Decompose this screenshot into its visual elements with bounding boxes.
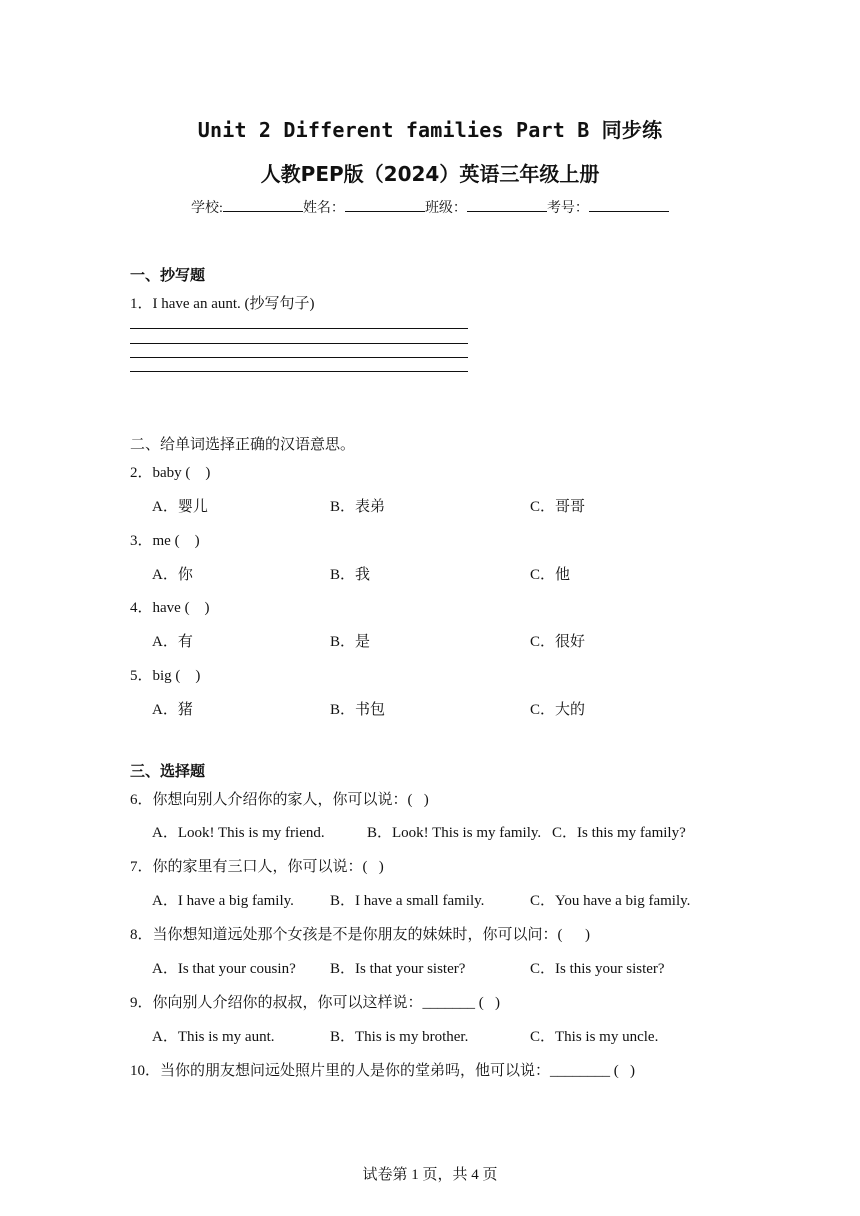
- question-stem: 1．I have an aunt. (抄写句子): [130, 296, 315, 312]
- section-title: 一、抄写题: [130, 266, 206, 284]
- option-c[interactable]: C．哥哥: [530, 499, 586, 515]
- class-label: 班级：: [424, 201, 467, 216]
- name-label: 姓名：: [302, 201, 345, 216]
- option-c[interactable]: C．Is this my family?: [552, 825, 686, 841]
- question-stem: 6．你想向别人介绍你的家人，你可以说：( ): [130, 792, 429, 808]
- option-a[interactable]: A．你: [152, 567, 193, 583]
- page-footer: 试卷第 1 页，共 4 页: [362, 1167, 498, 1183]
- option-a[interactable]: A．婴儿: [152, 499, 208, 515]
- option-b[interactable]: B．I have a small family.: [330, 893, 485, 909]
- class-blank[interactable]: [467, 198, 547, 212]
- writing-line[interactable]: [130, 328, 468, 329]
- option-a[interactable]: A．Look! This is my friend.: [152, 825, 325, 841]
- option-a[interactable]: A．This is my aunt.: [152, 1029, 275, 1045]
- option-c[interactable]: C．Is this your sister?: [530, 961, 665, 977]
- title-line-1: Unit 2 Different families Part B 同步练: [197, 118, 663, 142]
- writing-line[interactable]: [130, 343, 468, 344]
- option-b[interactable]: B．我: [330, 567, 371, 583]
- option-c[interactable]: C．This is my uncle.: [530, 1029, 659, 1045]
- school-blank[interactable]: [223, 198, 303, 212]
- name-blank[interactable]: [345, 198, 425, 212]
- option-c[interactable]: C．大的: [530, 702, 586, 718]
- option-b[interactable]: B．表弟: [330, 499, 386, 515]
- question-stem: 10．当你的朋友想问远处照片里的人是你的堂弟吗，他可以说：________ ( ): [130, 1063, 635, 1079]
- school-label: 学校:: [191, 201, 223, 216]
- student-info-row: [0, 197, 860, 217]
- option-c[interactable]: C．他: [530, 567, 571, 583]
- option-b[interactable]: B．Is that your sister?: [330, 961, 466, 977]
- option-b[interactable]: B．是: [330, 634, 371, 650]
- option-a[interactable]: A．猪: [152, 702, 193, 718]
- title-line-2: 人教PEP版（2024）英语三年级上册: [260, 162, 600, 186]
- question-stem: 9．你向别人介绍你的叔叔，你可以这样说：_______ ( ): [130, 995, 500, 1011]
- question-stem: 2．baby ( ): [130, 465, 211, 481]
- section-title: 二、给单词选择正确的汉语意思。: [130, 435, 356, 453]
- writing-line[interactable]: [130, 371, 468, 372]
- question-stem: 8．当你想知道远处那个女孩是不是你朋友的妹妹时，你可以问：( ): [130, 927, 590, 943]
- writing-line[interactable]: [130, 357, 468, 358]
- exam-no-label: 考号：: [546, 201, 589, 216]
- option-c[interactable]: C．很好: [530, 634, 586, 650]
- option-b[interactable]: B．This is my brother.: [330, 1029, 469, 1045]
- option-c[interactable]: C．You have a big family.: [530, 893, 691, 909]
- question-stem: 7．你的家里有三口人，你可以说：( ): [130, 859, 384, 875]
- option-b[interactable]: B．Look! This is my family.: [367, 825, 542, 841]
- section-title: 三、选择题: [130, 762, 206, 780]
- question-stem: 4．have ( ): [130, 600, 210, 616]
- exam-no-blank[interactable]: [589, 198, 669, 212]
- option-a[interactable]: A．Is that your cousin?: [152, 961, 296, 977]
- question-stem: 3．me ( ): [130, 533, 200, 549]
- option-a[interactable]: A．I have a big family.: [152, 893, 294, 909]
- option-a[interactable]: A．有: [152, 634, 193, 650]
- question-stem: 5．big ( ): [130, 668, 201, 684]
- option-b[interactable]: B．书包: [330, 702, 386, 718]
